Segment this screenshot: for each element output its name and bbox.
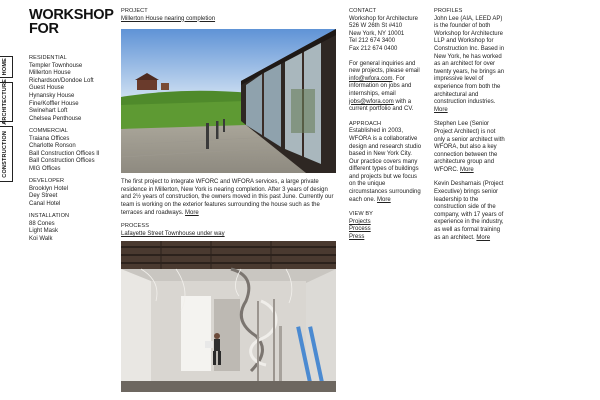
project-description-text: The first project to integrate WFORC and WFORA services, a large private residence in Millerton, New York is nearing completion. After 3 years of design and 2½ years of construction, the owners moved in this past June. Currently our team is working on the exterior features surrounding the house such as the terraces and roadways.: [121, 179, 334, 216]
nav-item-charlotte-ronson[interactable]: Charlotte Ronson: [29, 143, 76, 150]
project-more-link[interactable]: More: [185, 209, 199, 216]
nav-item-fine-koffler-house[interactable]: Fine/Koffler House: [29, 100, 79, 107]
jobs-text: . For information on jobs and internships, email: [349, 75, 412, 97]
approach-label: APPROACH: [349, 120, 382, 127]
project-label: PROJECT: [121, 8, 148, 14]
profiles-label: PROFILES: [434, 8, 463, 14]
lafayette-townhouse-photo[interactable]: [121, 241, 336, 392]
profile-kevin-desharnais: [434, 181, 508, 242]
nav-item-mig-offices[interactable]: MIG Offices: [29, 165, 61, 172]
profile-stephen-lee-text: Stephen Lee (Senior Project Architect) is not only a senior architect with WFORA, but also a key connection between the architecture group and WFORC.: [434, 121, 505, 173]
nav-item-ball-construction-offices-ii[interactable]: Ball Construction Offices II: [29, 150, 100, 157]
contact-address-line-1: 526 W 26th St #410: [349, 23, 403, 30]
contact-column: [349, 8, 423, 242]
jobs-email-link[interactable]: jobs@wfora.com: [349, 98, 394, 105]
approach-paragraph: [349, 128, 423, 204]
nav-heading-developer: DEVELOPER: [29, 178, 65, 185]
profile-kevin-desharnais-more-link[interactable]: More: [476, 234, 491, 241]
approach-more-link[interactable]: More: [377, 196, 391, 203]
profile-john-lee-more-link[interactable]: More: [434, 106, 448, 113]
contact-tel: Tel 212 674 3400: [349, 38, 396, 45]
jobs-tail-text: with a current portfolio and CV.: [349, 98, 414, 113]
viewby-process-link[interactable]: Process: [349, 226, 371, 233]
viewby-projects-link[interactable]: Projects: [349, 218, 371, 225]
nav-group-commercial: [29, 128, 109, 174]
nav-item-dey-street[interactable]: Dey Street: [29, 193, 58, 200]
project-description: [121, 179, 335, 217]
nav-item-light-mask[interactable]: Light Mask: [29, 228, 59, 235]
profile-john-lee-text: John Lee (AIA, LEED AP) is the founder of both Workshop for Architecture LLP and Workshop for Construction Inc. Based in New York, he has worked as an architect for over twenty years, he brings an impressive level of experience from both the architectural and construction industries.: [434, 15, 505, 106]
project-title-link[interactable]: Millerton House nearing completion: [121, 15, 216, 22]
inquiry-text: For general inquiries and new projects, please email: [349, 60, 420, 75]
process-title-link[interactable]: Lafayette Street Townhouse under way: [121, 230, 225, 237]
viewby-press-link[interactable]: Press: [349, 234, 365, 241]
project-nav: [29, 55, 109, 248]
nav-item-swinehart-loft[interactable]: Swinehart Loft: [29, 108, 68, 115]
tab-home[interactable]: [0, 56, 13, 78]
contact-org: Workshop for Architecture: [349, 15, 418, 22]
process-label: PROCESS: [121, 223, 150, 230]
nav-item-chelsea-penthouse[interactable]: Chelsea Penthouse: [29, 115, 82, 122]
contact-inquiries: [349, 61, 423, 114]
main-content: [121, 8, 336, 392]
tab-home-label: HOME: [2, 58, 9, 76]
millerton-house-photo[interactable]: [121, 29, 336, 173]
profiles-column: [434, 8, 508, 249]
profile-john-lee: [434, 16, 508, 115]
contact-fax: Fax 212 674 0400: [349, 45, 398, 52]
logo-line-2: FOR: [29, 21, 59, 37]
nav-item-hynansky-house[interactable]: Hynansky House: [29, 92, 75, 99]
site-logo[interactable]: [29, 8, 114, 36]
nav-group-installation: [29, 213, 109, 243]
viewby-label: VIEW BY: [349, 211, 374, 218]
profile-stephen-lee-more-link[interactable]: More: [460, 166, 474, 173]
nav-item-88-cones[interactable]: 88 Cones: [29, 220, 55, 227]
tab-construction[interactable]: [0, 126, 13, 182]
tab-construction-label: CONSTRUCTION: [2, 130, 9, 178]
nav-heading-installation: INSTALLATION: [29, 213, 70, 220]
info-email-link[interactable]: info@wfora.com: [349, 75, 393, 82]
contact-address: [349, 16, 423, 54]
nav-item-canal-hotel[interactable]: Canal Hotel: [29, 200, 61, 207]
profile-stephen-lee: [434, 121, 508, 174]
contact-address-line-2: New York, NY 10001: [349, 30, 405, 37]
nav-group-developer: [29, 178, 109, 208]
nav-item-ball-construction-offices[interactable]: Ball Construction Offices: [29, 158, 95, 165]
tab-architecture-label: ARCHITECTURE: [2, 79, 9, 125]
lafayette-townhouse-image: [121, 241, 336, 392]
contact-label: CONTACT: [349, 8, 377, 14]
nav-item-millerton-house[interactable]: Millerton House: [29, 70, 71, 77]
profile-kevin-desharnais-text: Kevin Desharnais (Project Executive) brings senior leadership to the construction side of the company, with 17 years of experience in the industry, as well as formal training as an architect.: [434, 181, 504, 241]
nav-item-templer-townhouse[interactable]: Templer Townhouse: [29, 62, 83, 69]
nav-group-residential: [29, 55, 109, 123]
millerton-house-image: [121, 29, 336, 173]
nav-heading-residential: RESIDENTIAL: [29, 55, 67, 61]
nav-heading-commercial: COMMERCIAL: [29, 127, 68, 134]
nav-item-brooklyn-hotel[interactable]: Brooklyn Hotel: [29, 185, 69, 192]
nav-item-richardson-dondoe-loft[interactable]: Richardson/Dondoe Loft: [29, 77, 94, 84]
vertical-tabs: [0, 56, 13, 186]
logo-line-1: WORKSHOP: [29, 7, 114, 23]
nav-item-traiana-offices[interactable]: Traiana Offices: [29, 135, 70, 142]
tab-architecture[interactable]: [0, 79, 13, 125]
nav-item-guest-house[interactable]: Guest House: [29, 85, 65, 92]
approach-text: Established in 2003, WFORA is a collaborative design and research studio based in New York City. Our practice covers many different types of buildings and projects but we focus on the unique circumstances surrounding each one.: [349, 128, 422, 203]
nav-item-koi-walk[interactable]: Koi Walk: [29, 235, 53, 242]
